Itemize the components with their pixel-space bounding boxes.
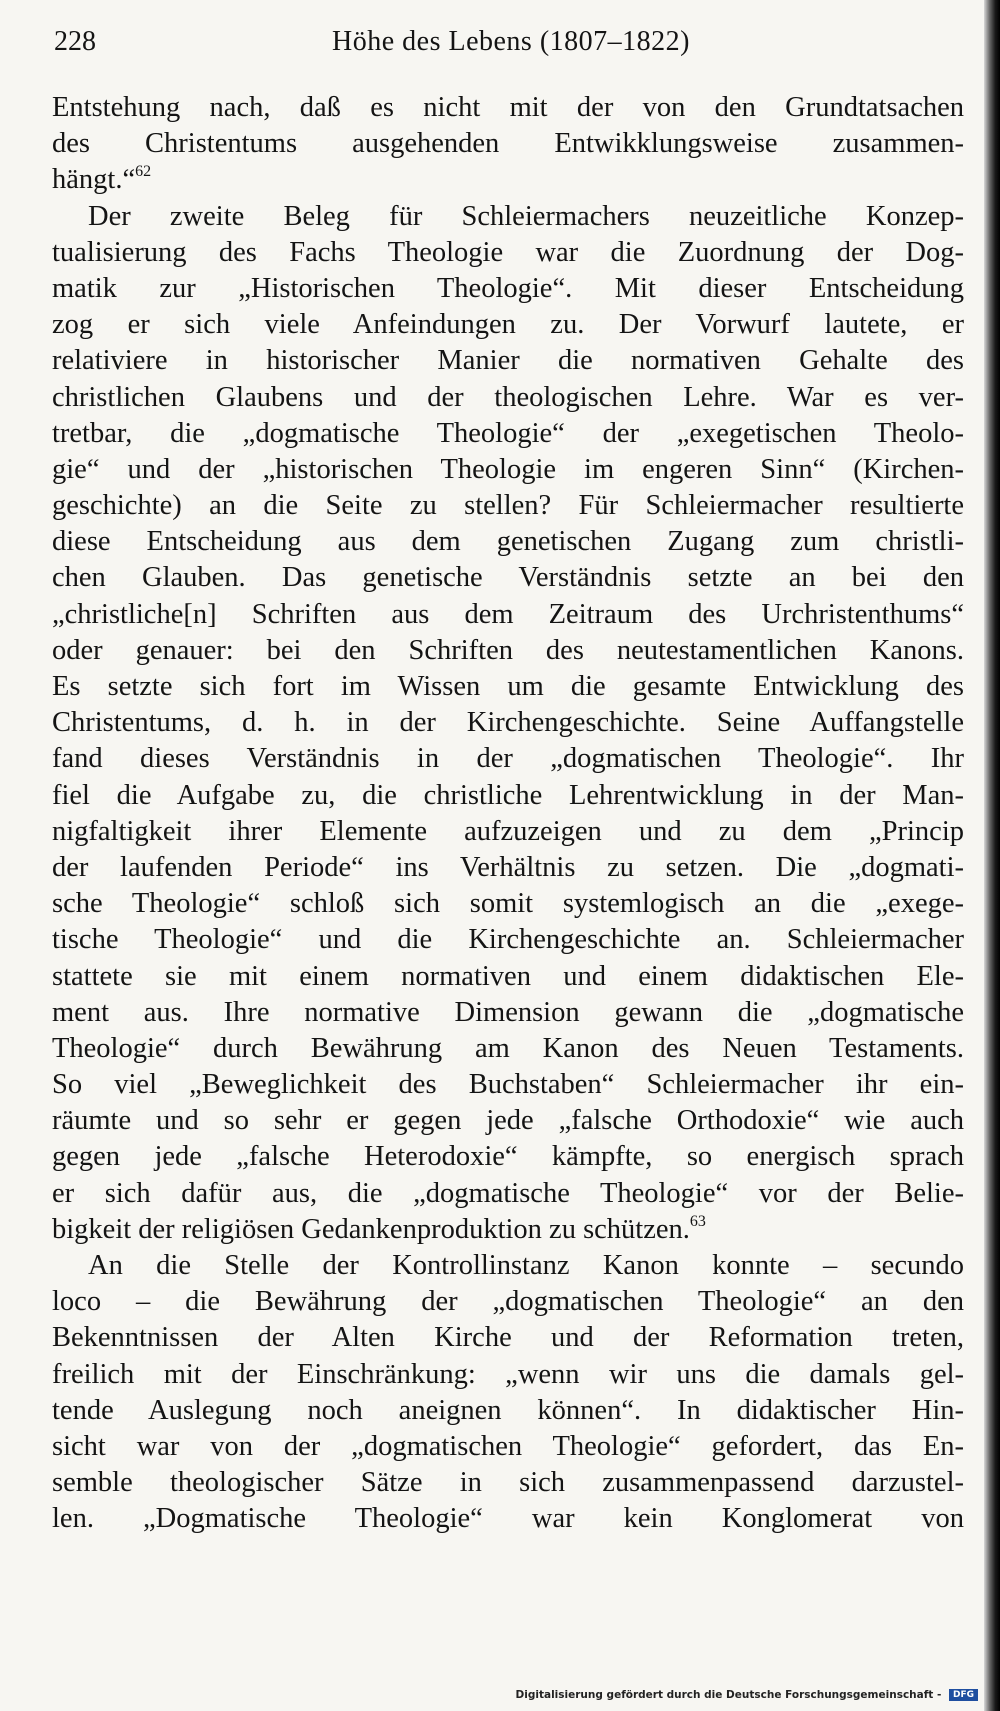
text-line-content: relativiere in historischer Manier die normativen Gehalte des [52,345,964,377]
text-line [52,416,964,452]
text-line [52,1393,964,1429]
text-line [52,126,964,162]
text-line [52,162,964,198]
text-line-content: Christentums, d. h. in der Kirchengeschichte. Seine Auffangstelle [52,707,964,739]
text-line [52,1357,964,1393]
text-line-content: sicht war von der „dogmatischen Theologie“ gefordert, das En- [52,1430,964,1462]
text-line-content: tretbar, die „dogmatische Theologie“ der „exegetischen Theolo- [52,417,964,449]
dfg-logo: DFG [949,1689,978,1701]
text-line [52,922,964,958]
text-line-content: gie“ und der „historischen Theologie im engeren Sinn“ (Kirchen- [52,453,964,485]
text-line [52,1176,964,1212]
text-line [52,959,964,995]
text-line [52,597,964,633]
text-line-content: Es setzte sich fort im Wissen um die gesamte Entwicklung des [52,671,964,702]
text-line-content: fand dieses Verständnis in der „dogmatischen Theologie“. Ihr [52,743,964,775]
digitization-footer [516,1689,978,1701]
text-line-content: ment aus. Ihre normative Dimension gewann die „dogmatische [52,996,964,1028]
footnote-ref: 63 [689,1212,706,1230]
text-line [52,560,964,596]
text-line [52,271,964,307]
footnote-ref: 62 [135,163,152,181]
text-line-content: geschichte) an die Seite zu stellen? Für Schleiermacher resultierte [52,490,964,522]
text-line [52,1429,964,1465]
page-number: 228 [54,26,96,57]
text-line-content: tualisierung des Fachs Theologie war die Zuordnung der Dog- [52,236,964,268]
text-line-content: oder genauer: bei den Schriften des neutestamentlichen Kanons. [52,634,964,666]
text-line [52,1031,964,1067]
text-line-content: der laufenden Periode“ ins Verhältnis zu setzen. Die „dogmati- [52,851,964,883]
text-line [52,1284,964,1320]
text-line [52,814,964,850]
text-line-content: Bekenntnissen der Alten Kirche und der Reformation treten, [52,1322,964,1354]
text-line-content: nigfaltigkeit ihrer Elemente aufzuzeigen und zu dem „Princip [52,815,964,847]
text-line-content: hängt.“ [52,164,136,196]
text-line-content: freilich mit der Einschränkung: „wenn wir uns die damals gel- [52,1358,964,1390]
text-line-content: gegen jede „falsche Heterodoxie“ kämpfte, so energisch sprach [52,1141,964,1173]
text-line-content: christlichen Glaubens und der theologischen Lehre. War es ver- [52,381,964,413]
text-line-content: diese Entscheidung aus dem genetischen Zugang zum christli- [52,526,964,558]
text-line [52,343,964,379]
text-line-content: loco – die Bewährung der „dogmatischen Theologie“ an den [52,1286,964,1318]
text-line-content: len. „Dogmatische Theologie“ war kein Konglomerat von [52,1503,964,1535]
text-line [52,1320,964,1356]
footer-text: Digitalisierung gefördert durch die Deutsche Forschungsgemeinschaft - [515,1689,942,1701]
text-line-content: tende Auslegung noch aneignen können“. In didaktischer Hin- [52,1394,964,1426]
text-line-content: An die Stelle der Kontrollinstanz Kanon konnte – secundo [88,1250,964,1281]
text-line-content: chen Glauben. Das genetische Verständnis setzte an bei den [52,562,964,594]
text-line-content: bigkeit der religiösen Gedankenproduktion zu schützen. [52,1213,690,1245]
running-title: Höhe des Lebens (1807–1822) [332,26,690,57]
text-line [52,705,964,741]
text-line [52,1067,964,1103]
text-line [52,199,964,235]
text-line [52,1501,964,1537]
text-line [52,850,964,886]
text-line-content: Entstehung nach, daß es nicht mit der von den Grundtatsachen [52,92,964,123]
text-line [52,1465,964,1501]
text-line-content: semble theologischer Sätze in sich zusammenpassend darzustel- [52,1467,964,1499]
body-text [52,90,964,1538]
text-line [52,1103,964,1139]
text-line [52,633,964,669]
text-line-content: Der zweite Beleg für Schleiermachers neuzeitliche Konzep- [88,200,964,232]
text-line-content: So viel „Beweglichkeit des Buchstaben“ Schleiermacher ihr ein- [52,1069,964,1101]
text-line-content: zog er sich viele Anfeindungen zu. Der Vorwurf lautete, er [52,309,964,341]
text-line-content: stattete sie mit einem normativen und einem didaktischen Ele- [52,960,964,992]
text-line [52,452,964,488]
text-line-content: Theologie“ durch Bewährung am Kanon des Neuen Testaments. [52,1032,964,1064]
text-line-content: sche Theologie“ schloß sich somit systemlogisch an die „exege- [52,888,964,920]
text-line [52,235,964,271]
text-line [52,778,964,814]
text-line-content: er sich dafür aus, die „dogmatische Theologie“ vor der Belie- [52,1177,964,1209]
text-line-content: matik zur „Historischen Theologie“. Mit dieser Entscheidung [52,272,964,304]
book-spine-shadow [984,0,1000,1711]
text-line [52,741,964,777]
text-line [52,380,964,416]
text-line [52,1139,964,1175]
text-line [52,995,964,1031]
text-line-content: „christliche[n] Schriften aus dem Zeitraum des Urchristenthums“ [52,598,964,630]
text-line [52,524,964,560]
text-line [52,90,964,126]
text-line-content: fiel die Aufgabe zu, die christliche Lehrentwicklung in der Man- [52,779,964,811]
text-line-content: des Christentums ausgehenden Entwikklungsweise zusammen- [52,128,964,160]
text-line [52,1212,964,1248]
text-line [52,488,964,524]
text-line [52,669,964,705]
text-line [52,886,964,922]
text-line-content: tische Theologie“ und die Kirchengeschichte an. Schleiermacher [52,924,964,956]
text-line-content: räumte und so sehr er gegen jede „falsche Orthodoxie“ wie auch [52,1105,964,1137]
text-line [52,1248,964,1284]
text-line [52,307,964,343]
